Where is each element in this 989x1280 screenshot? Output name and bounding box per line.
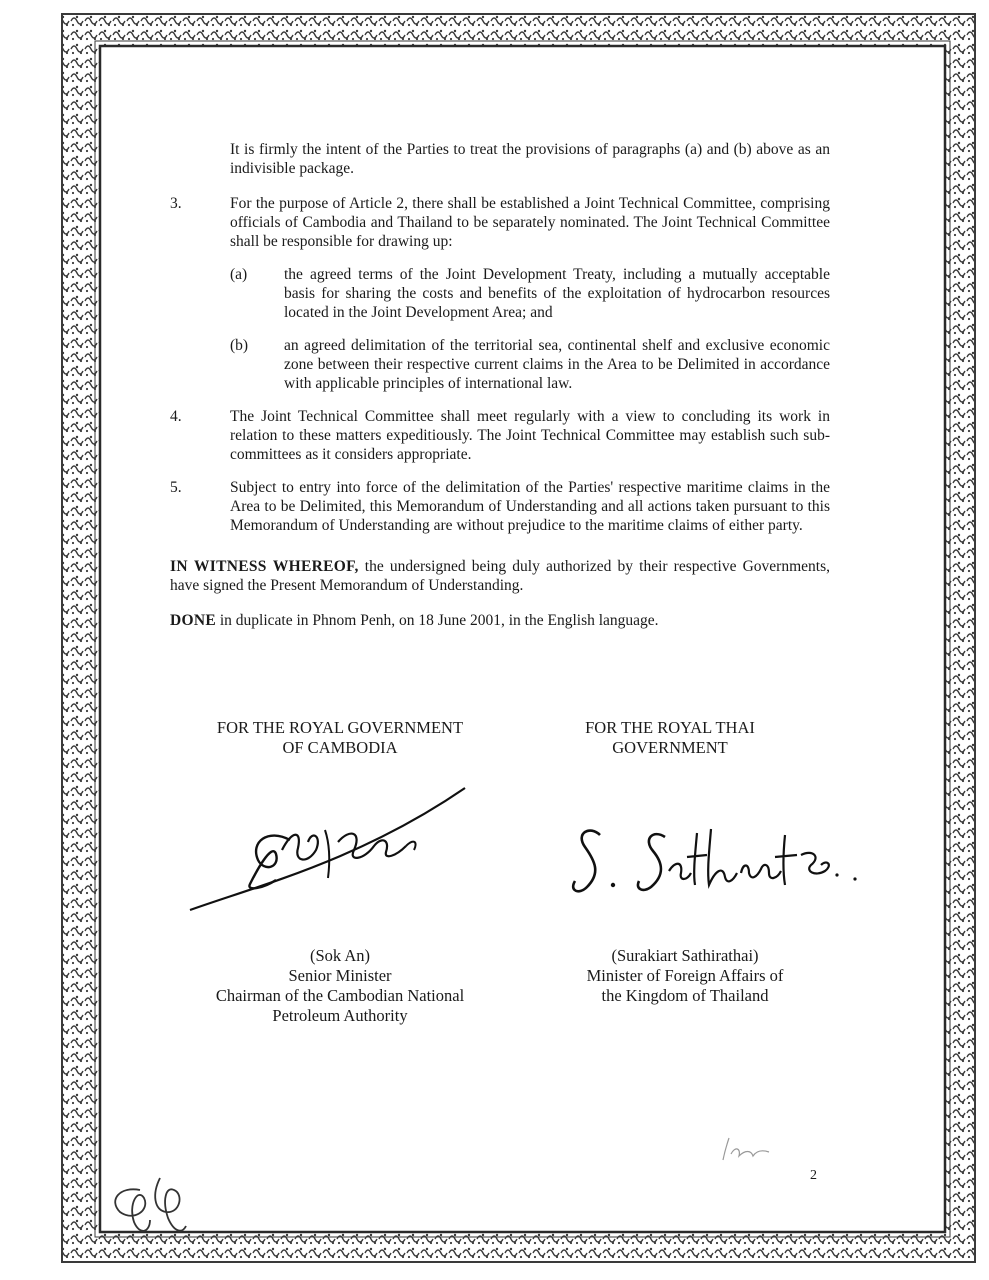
- item-5: [170, 478, 830, 535]
- sub-text: an agreed delimitation of the territorial sea, continental shelf and exclusive economic zone between their respective current claims in the Area to be Delimited in accordance with applicable principles of international law.: [284, 337, 830, 392]
- item-number: 4.: [170, 408, 182, 425]
- witness-lead: IN WITNESS WHEREOF,: [170, 558, 359, 575]
- done-text: in duplicate in Phnom Penh, on 18 June 2001, in the English language.: [215, 612, 659, 629]
- signatory-name: (Sok An): [309, 946, 371, 965]
- witness-text: the undersigned being duly authorized by their respective Governments, have signed the Present Memorandum of Understanding.: [170, 558, 830, 594]
- intro-paragraph: It is firmly the intent of the Parties to treat the provisions of paragraphs (a) and (b) above as an indivisible package.: [230, 141, 830, 177]
- thailand-heading: [525, 718, 815, 758]
- done-lead: DONE: [170, 612, 216, 629]
- page-number: 2: [810, 1168, 817, 1183]
- heading-line: FOR THE ROYAL THAI: [585, 718, 755, 737]
- witness-paragraph: [170, 557, 830, 595]
- initials-mark-left: [100, 1160, 210, 1240]
- signatory-title: Minister of Foreign Affairs of: [586, 966, 784, 985]
- sok-an-signature: [180, 780, 480, 920]
- done-paragraph: [170, 611, 830, 630]
- sub-text: the agreed terms of the Joint Development Treaty, including a mutually acceptable basis for sharing the costs and benefits of the exploitation of hydrocarbon resources located in the Joint Development Area; and: [284, 266, 830, 321]
- sathirathai-signature: [565, 815, 865, 910]
- item-3-sub-a: [230, 265, 830, 322]
- signatory-title: the Kingdom of Thailand: [601, 986, 769, 1005]
- signatory-title: Petroleum Authority: [272, 1006, 408, 1025]
- cambodia-heading: [170, 718, 510, 758]
- item-text: Subject to entry into force of the delimitation of the Parties' respective maritime claims in the Area to be Delimited, this Memorandum of Understanding and all actions taken pursuant to this Memorandum of Understanding are without prejudice to the maritime claims of either party.: [230, 479, 830, 534]
- item-number: 3.: [170, 195, 182, 212]
- signatory-name: (Surakiart Sathirathai): [611, 946, 759, 965]
- item-text: For the purpose of Article 2, there shall be established a Joint Technical Committee, comprising officials of Cambodia and Thailand to be separately nominated. The Joint Technical Committee shall be responsible for drawing up:: [230, 195, 830, 250]
- signatory-title: Senior Minister: [288, 966, 392, 985]
- memorandum-body: [170, 140, 830, 646]
- sub-label: (b): [230, 337, 249, 354]
- heading-line: OF CAMBODIA: [282, 738, 398, 757]
- item-4: [170, 407, 830, 464]
- initials-mark-right: [715, 1130, 775, 1170]
- item-3-sub-b: [230, 336, 830, 393]
- item-3: [170, 194, 830, 251]
- heading-line: FOR THE ROYAL GOVERNMENT: [216, 718, 464, 737]
- thailand-signatory: [530, 946, 840, 1006]
- sub-label: (a): [230, 266, 248, 283]
- item-number: 5.: [170, 479, 182, 496]
- item-text: The Joint Technical Committee shall meet regularly with a view to concluding its work in relation to these matters expeditiously. The Joint Technical Committee may establish such sub-committees as it considers appropriate.: [230, 408, 830, 463]
- signatory-title: Chairman of the Cambodian National: [215, 986, 465, 1005]
- heading-line: GOVERNMENT: [612, 738, 728, 757]
- cambodia-signatory: [170, 946, 510, 1026]
